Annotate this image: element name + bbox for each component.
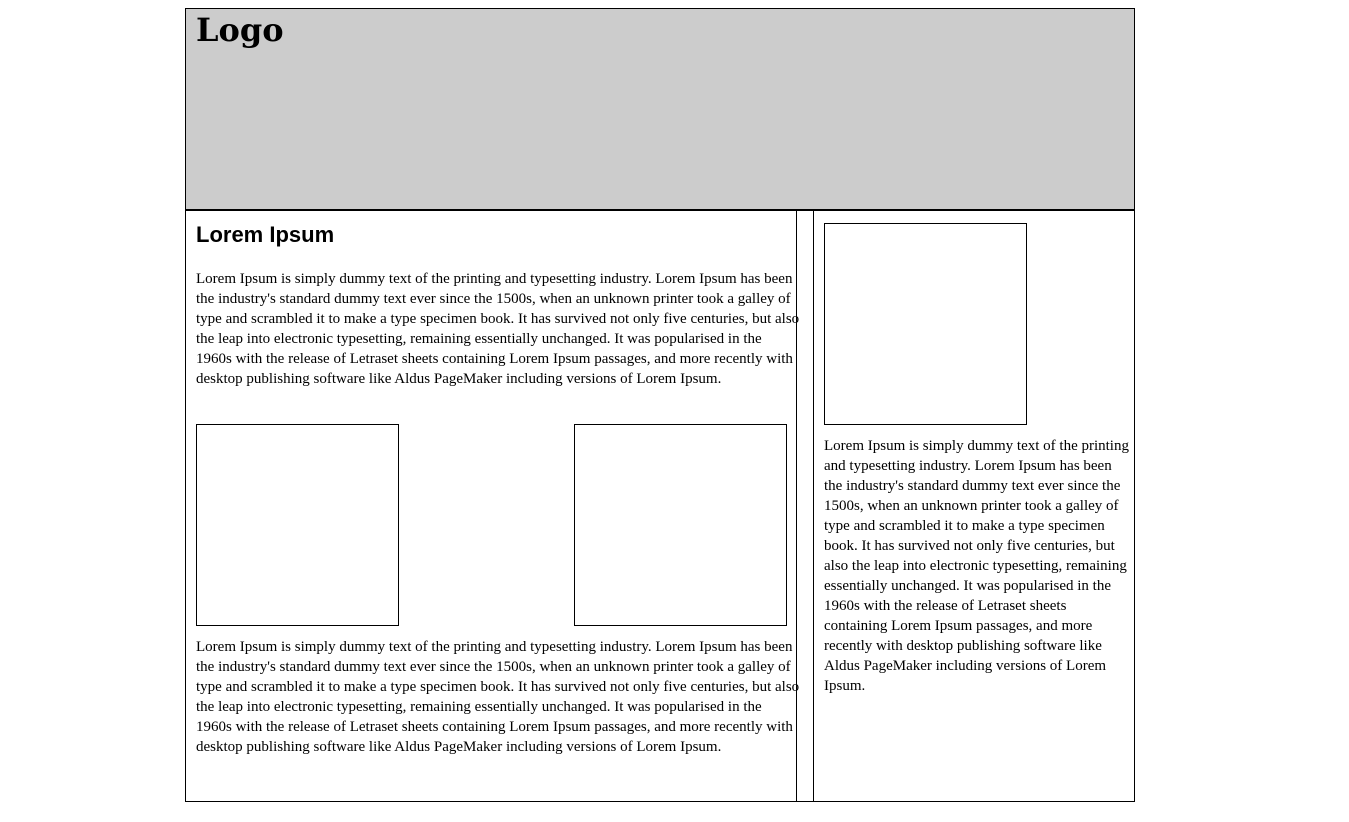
sidebar (814, 211, 1134, 801)
image-placeholder-right (574, 424, 787, 626)
header (186, 9, 1134, 211)
image-placeholder-left (196, 424, 399, 626)
page-container (185, 8, 1135, 802)
article-paragraph-1: Lorem Ipsum is simply dummy text of the printing and typesetting industry. Lorem Ipsum has been the industry's standard dummy text ever since the 1500s, when an unknown printer took a galley of type and scrambled it to make a type specimen book. It has survived not only five centuries, but also the leap into electronic typesetting, remaining essentially unchanged. It was popularised in the 1960s with the release of Letraset sheets containing Lorem Ipsum passages, and more recently with desktop publishing software like Aldus PageMaker including versions of Lorem Ipsum. (196, 271, 800, 387)
main-content (186, 211, 800, 801)
logo[interactable]: Logo (196, 11, 284, 49)
sidebar-paragraph: Lorem Ipsum is simply dummy text of the printing and typesetting industry. Lorem Ipsum has been the industry's standard dummy text ever since the 1500s, when an unknown printer took a galley of type and scrambled it to make a type specimen book. It has survived not only five centuries, but also the leap into electronic typesetting, remaining essentially unchanged. It was popularised in the 1960s with the release of Letraset sheets containing Lorem Ipsum passages, and more recently with desktop publishing software like Aldus PageMaker including versions of Lorem Ipsum. (824, 438, 1129, 694)
article-paragraph-2: Lorem Ipsum is simply dummy text of the printing and typesetting industry. Lorem Ipsum has been the industry's standard dummy text ever since the 1500s, when an unknown printer took a galley of type and scrambled it to make a type specimen book. It has survived not only five centuries, but also the leap into electronic typesetting, remaining essentially unchanged. It was popularised in the 1960s with the release of Letraset sheets containing Lorem Ipsum passages, and more recently with desktop publishing software like Aldus PageMaker including versions of Lorem Ipsum. (196, 639, 800, 755)
sidebar-image-placeholder (824, 223, 1027, 425)
article-title: Lorem Ipsum (196, 222, 335, 247)
